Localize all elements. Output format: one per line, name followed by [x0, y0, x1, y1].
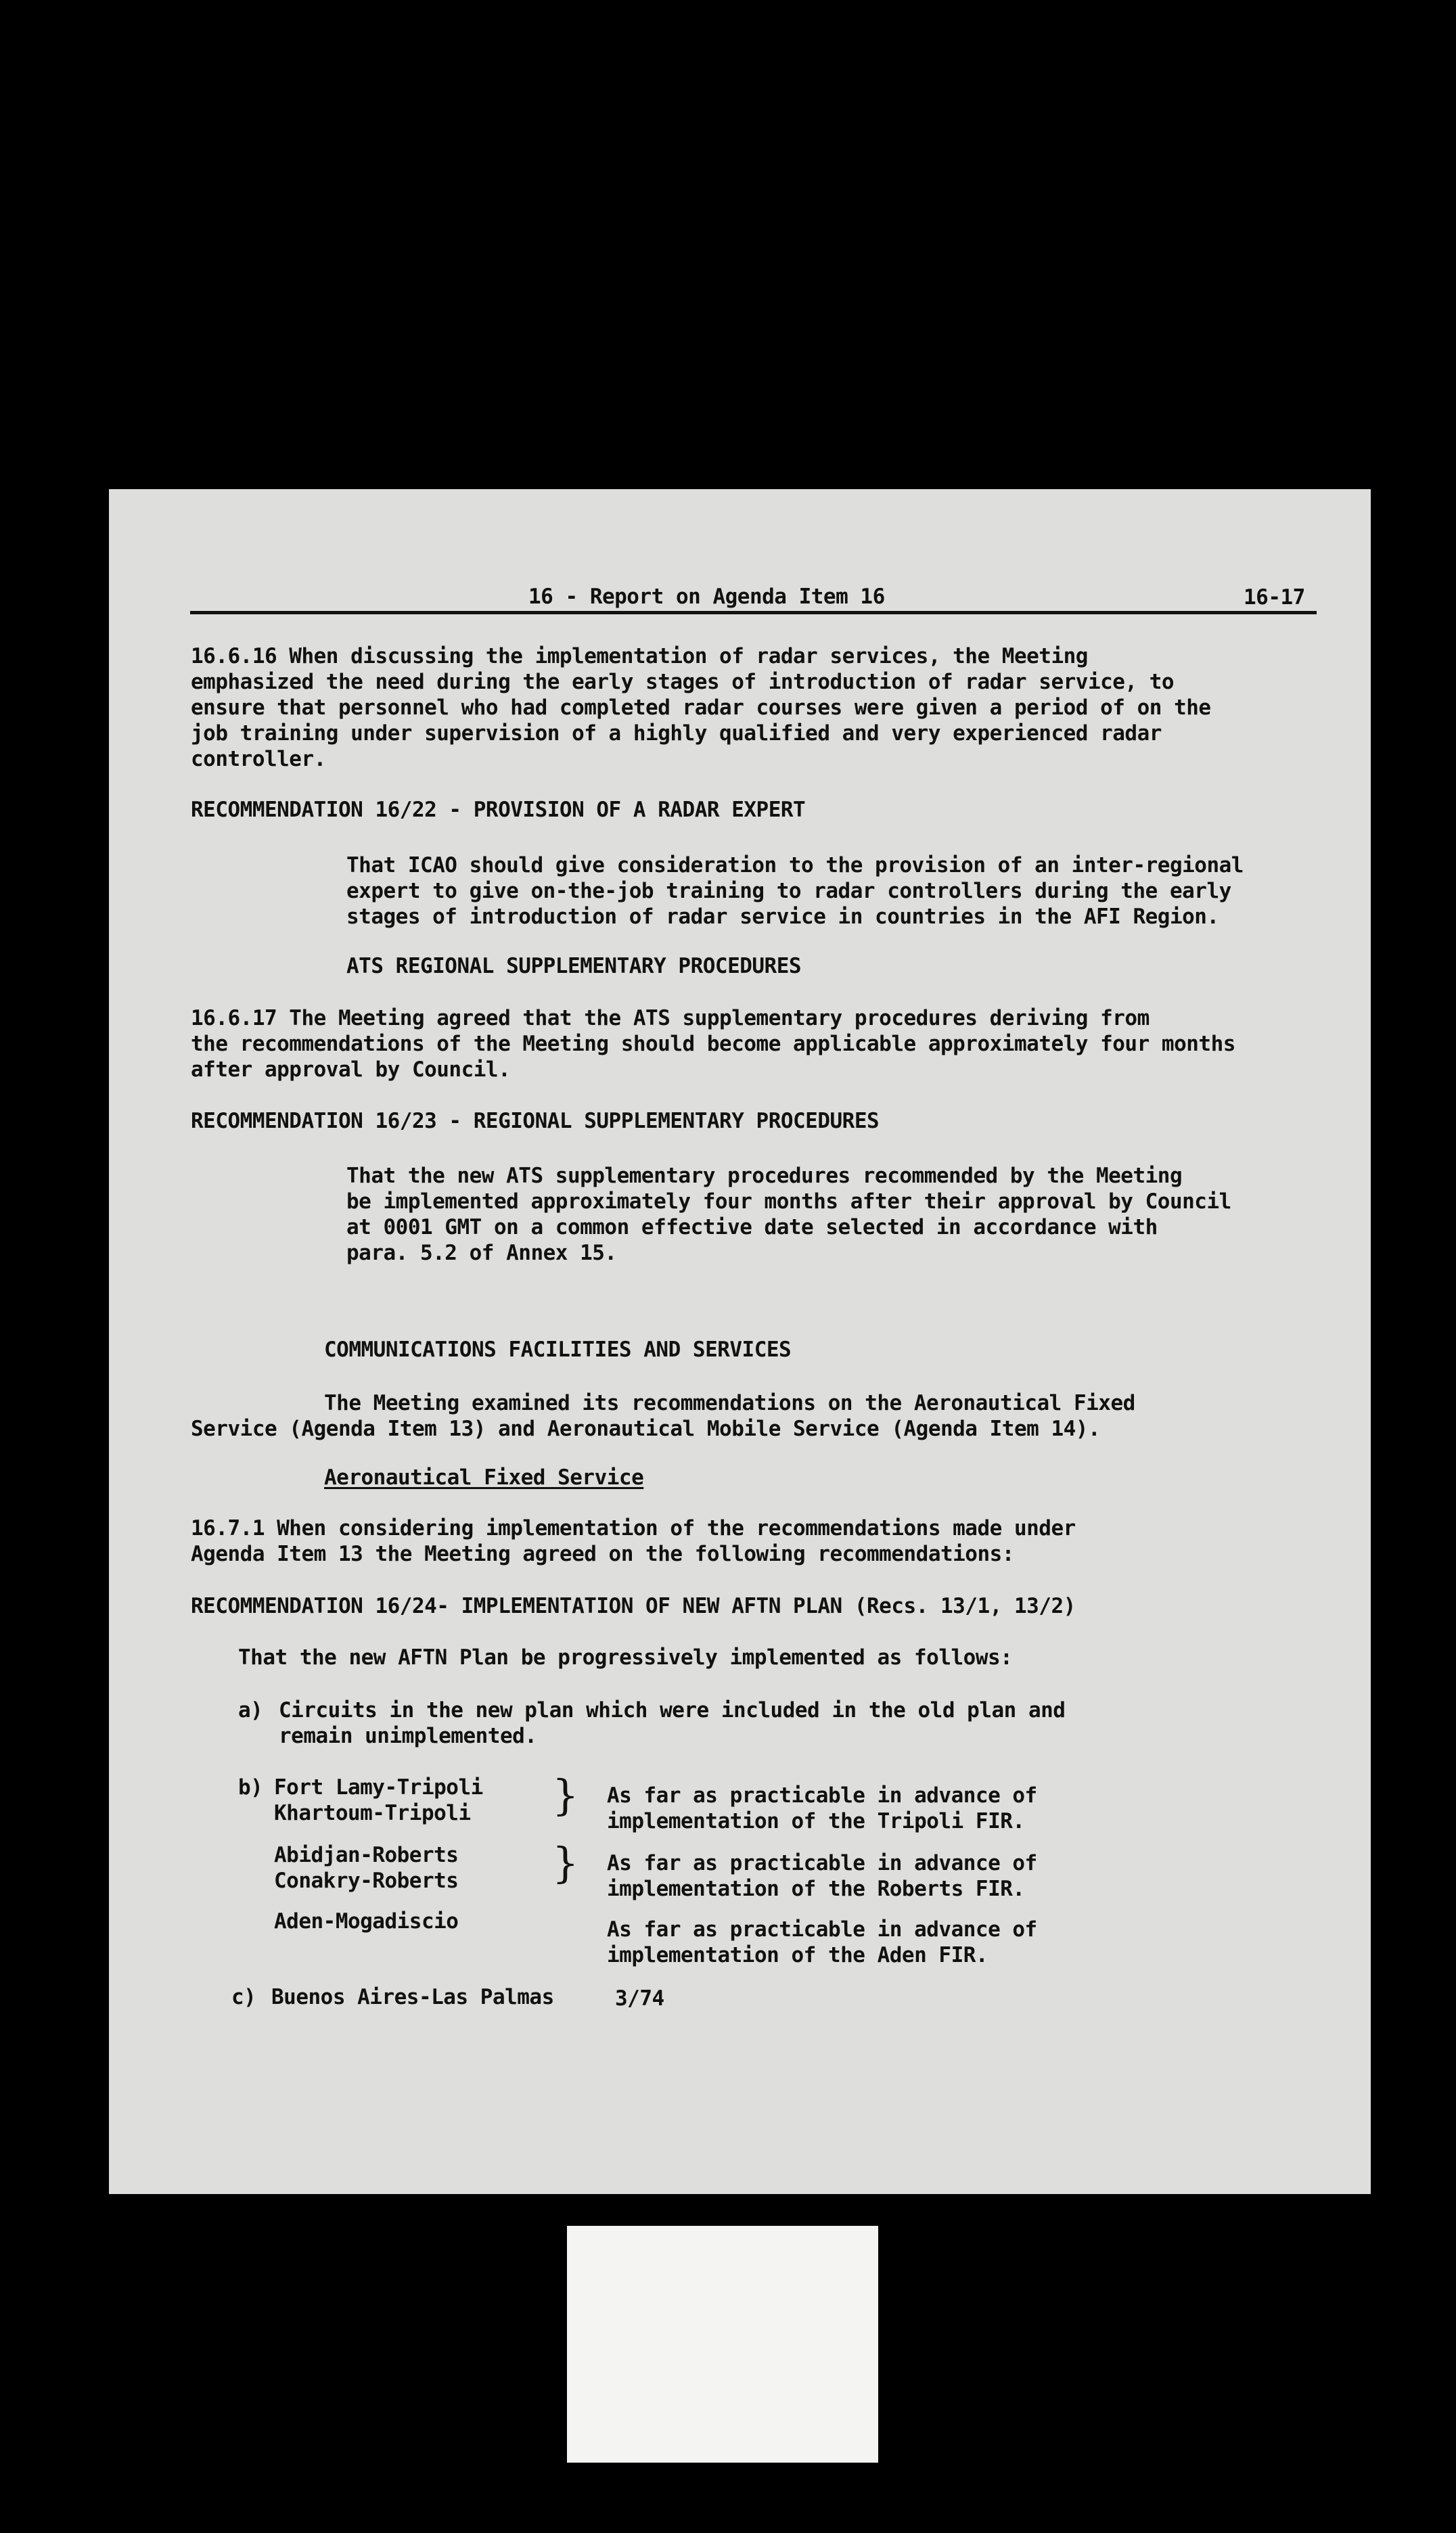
page-number: 16-17	[1244, 585, 1305, 610]
circuit-name: Buenos Aires-Las Palmas	[271, 1985, 554, 2009]
recommendation-16-23-heading: RECOMMENDATION 16/23 - REGIONAL SUPPLEMENTARY PROCEDURES	[191, 1109, 880, 1133]
circuit-name: Khartoum-Tripoli	[274, 1801, 471, 1825]
para-16-6-16-line: 16.6.16 When discussing the implementation of radar services, the Meeting	[191, 644, 1088, 668]
para-16-6-17-line: 16.6.17 The Meeting agreed that the ATS supplementary procedures deriving from	[191, 1006, 1150, 1030]
rec-16-23-line: be implemented approximately four months after their approval by Council	[346, 1189, 1231, 1214]
header-rule	[190, 611, 1317, 614]
circuit-note: As far as practicable in advance of	[607, 1783, 1037, 1808]
ats-procedures-heading: ATS REGIONAL SUPPLEMENTARY PROCEDURES	[346, 954, 802, 978]
aeronautical-fixed-service-heading: Aeronautical Fixed Service	[324, 1465, 644, 1490]
circuit-note: As far as practicable in advance of	[607, 1917, 1037, 1942]
para-16-6-16-line: ensure that personnel who had completed radar courses were given a period of on the	[191, 695, 1211, 720]
brace-symbol: }	[552, 1771, 579, 1820]
rec-16-23-line: That the new ATS supplementary procedures recommended by the Meeting	[346, 1164, 1183, 1188]
item-a-line: remain unimplemented.	[279, 1724, 537, 1748]
rec-16-23-line: at 0001 GMT on a common effective date selected in accordance with	[346, 1215, 1158, 1239]
circuit-name: Conakry-Roberts	[274, 1869, 459, 1893]
blank-card	[567, 2226, 878, 2463]
rec-16-23-line: para. 5.2 of Annex 15.	[346, 1241, 617, 1265]
para-16-6-17-line: the recommendations of the Meeting should become applicable approximately four months	[191, 1032, 1235, 1056]
recommendation-16-24-heading: RECOMMENDATION 16/24- IMPLEMENTATION OF NEW AFTN PLAN (Recs. 13/1, 13/2)	[191, 1594, 1076, 1618]
brace-symbol: }	[552, 1838, 579, 1888]
circuit-note: implementation of the Aden FIR.	[607, 1943, 988, 1967]
communications-heading: COMMUNICATIONS FACILITIES AND SERVICES	[324, 1338, 792, 1362]
item-a-label: a)	[238, 1698, 263, 1722]
circuit-note: implementation of the Tripoli FIR.	[607, 1809, 1025, 1833]
para-16-6-17-line: after approval by Council.	[191, 1057, 511, 1082]
circuit-name: Abidjan-Roberts	[274, 1843, 459, 1867]
rec-16-22-line: stages of introduction of radar service in countries in the AFI Region.	[346, 905, 1219, 929]
document-folio: 3/74	[615, 1986, 664, 2011]
circuit-note: As far as practicable in advance of	[607, 1851, 1037, 1875]
circuit-name: Fort Lamy-Tripoli	[274, 1775, 483, 1800]
item-a-line: Circuits in the new plan which were included in the old plan and	[279, 1698, 1066, 1722]
item-b-label: b)	[238, 1775, 263, 1800]
para-16-6-16-line: emphasized the need during the early stages of introduction of radar service, to	[191, 670, 1175, 694]
para-16-7-1-line: Agenda Item 13 the Meeting agreed on the following recommendations:	[191, 1542, 1014, 1566]
comms-line: Service (Agenda Item 13) and Aeronautical Mobile Service (Agenda Item 14).	[191, 1417, 1101, 1441]
item-c-label: c)	[231, 1985, 256, 2009]
circuit-name: Aden-Mogadiscio	[274, 1909, 459, 1934]
recommendation-16-22-heading: RECOMMENDATION 16/22 - PROVISION OF A RADAR EXPERT	[191, 798, 806, 822]
document-page	[109, 489, 1371, 2194]
page-header-title: 16 - Report on Agenda Item 16	[528, 585, 885, 609]
comms-line: The Meeting examined its recommendations on the Aeronautical Fixed	[324, 1391, 1135, 1415]
document-content	[109, 489, 1371, 2194]
para-16-7-1-line: 16.7.1 When considering implementation of the recommendations made under	[191, 1516, 1076, 1541]
rec-16-24-intro: That the new AFTN Plan be progressively implemented as follows:	[238, 1645, 1013, 1670]
para-16-6-16-line: controller.	[191, 747, 326, 771]
circuit-note: implementation of the Roberts FIR.	[607, 1877, 1025, 1901]
rec-16-22-line: That ICAO should give consideration to the provision of an inter-regional	[346, 853, 1244, 877]
para-16-6-16-line: job training under supervision of a highly qualified and very experienced radar	[191, 721, 1162, 746]
rec-16-22-line: expert to give on-the-job training to radar controllers during the early	[346, 879, 1231, 903]
